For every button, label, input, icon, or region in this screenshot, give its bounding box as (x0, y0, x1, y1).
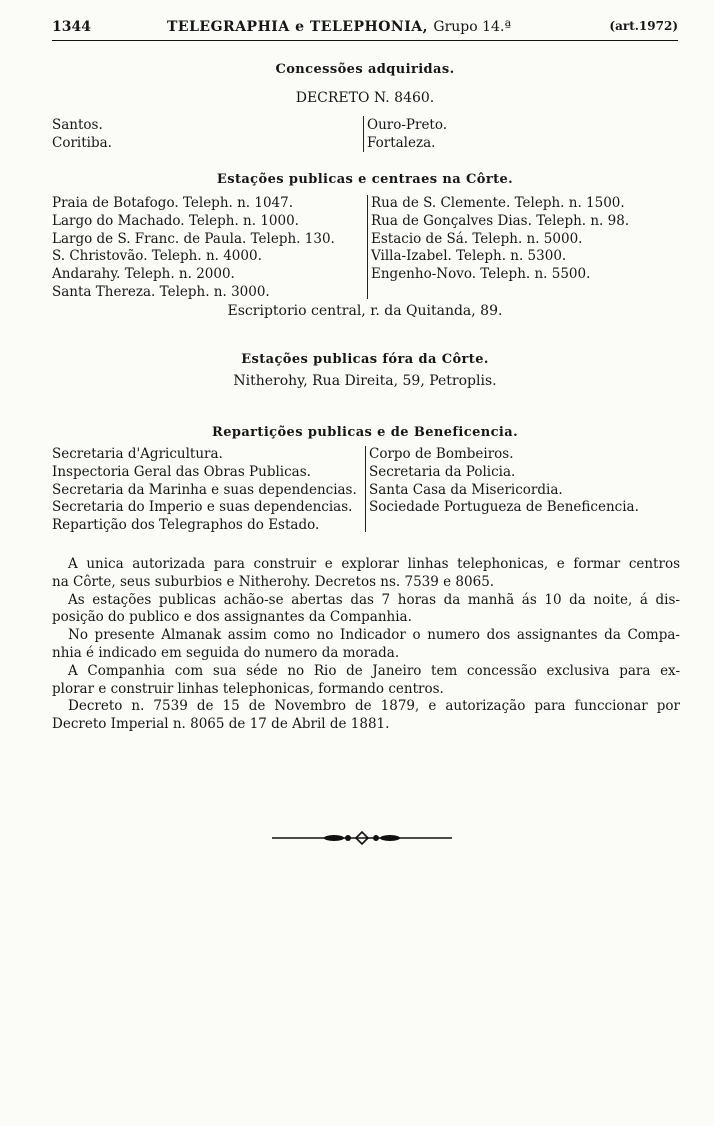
group-label: Grupo 14.ª (433, 19, 512, 35)
list-item: Santa Thereza. Teleph. n. 3000. (52, 283, 270, 300)
column-divider (363, 116, 364, 152)
header-rule (52, 40, 678, 41)
note-line: Decreto n. 7539 de 15 de Novembro de 1879, e autorização para funccionar por (68, 698, 680, 715)
concessions-left-column (52, 117, 112, 153)
list-item: Repartição dos Telegraphos do Estado. (52, 517, 320, 534)
note-line: A Companhia com sua séde no Rio de Janeiro tem concessão exclusiva para ex- (68, 662, 680, 679)
concessions-heading: Concessões adquiridas. (275, 62, 455, 77)
running-title (167, 19, 511, 35)
note-line: na Côrte, seus suburbios e Nitherohy. Decretos ns. 7539 e 8065. (52, 573, 495, 590)
list-item: Andarahy. Teleph. n. 2000. (52, 266, 235, 283)
list-item: Rua de S. Clemente. Teleph. n. 1500. (371, 195, 625, 211)
list-item: Secretaria da Marinha e suas dependencias. (52, 481, 357, 498)
note-line: No presente Almanak assim como no Indicador o numero dos assignantes da Compa- (68, 627, 680, 644)
note-line: plorar e construir linhas telephonicas, formando centros. (52, 680, 444, 697)
list-item: Praia de Botafogo. Teleph. n. 1047. (52, 195, 294, 211)
list-item: Largo de S. Franc. de Paula. Teleph. 130. (52, 230, 335, 247)
notes-block (52, 556, 680, 734)
note-line: A unica autorizada para construir e explorar linhas telephonicas, e formar centros (68, 556, 680, 572)
list-item: Largo do Machado. Teleph. n. 1000. (52, 212, 299, 229)
list-item: Secretaria d'Agricultura. (52, 446, 223, 462)
list-item: Fortaleza. (367, 134, 436, 151)
section-name: TELEGRAPHIA e TELEPHONIA, (167, 19, 429, 35)
list-item: Corpo de Bombeiros. (369, 446, 514, 462)
offices-heading: Repartições publicas e de Beneficencia. (211, 425, 518, 440)
ornament-divider (272, 828, 452, 848)
list-item: Santos. (52, 117, 103, 133)
note-line: As estações publicas achão-se abertas das 7 horas da manhã ás 10 da noite, á dis- (68, 591, 680, 608)
list-item: Sociedade Portugueza de Beneficencia. (369, 499, 639, 516)
stations-corte-left-column (52, 195, 335, 302)
list-item: Engenho-Novo. Teleph. n. 5500. (371, 266, 591, 283)
stations-outside-heading: Estações publicas fóra da Côrte. (241, 352, 489, 367)
list-item: Inspectoria Geral das Obras Publicas. (52, 463, 311, 480)
page-number: 1344 (52, 19, 91, 35)
note-line: posição do publico e dos assignantes da Companhia. (52, 609, 412, 626)
offices-right-column (369, 446, 639, 517)
central-office-line: Escriptorio central, r. da Quitanda, 89. (227, 303, 503, 319)
stations-outside-line: Nitherohy, Rua Direita, 59, Petroplis. (233, 373, 497, 389)
list-item: Coritiba. (52, 134, 112, 151)
list-item: Secretaria da Policia. (369, 463, 516, 480)
list-item: Ouro-Preto. (367, 117, 448, 133)
note-line: Decreto Imperial n. 8065 de 17 de Abril de 1881. (52, 716, 390, 733)
list-item: Estacio de Sá. Teleph. n. 5000. (371, 230, 583, 247)
concessions-right-column (367, 117, 447, 153)
list-item: S. Christovão. Teleph. n. 4000. (52, 248, 262, 265)
column-divider (365, 446, 366, 532)
list-item: Rua de Gonçalves Dias. Teleph. n. 98. (371, 212, 630, 229)
stations-corte-right-column (371, 195, 629, 284)
column-divider (367, 195, 368, 299)
offices-left-column (52, 446, 357, 535)
decree-line: DECRETO N. 8460. (295, 90, 435, 106)
list-item: Santa Casa da Misericordia. (369, 481, 563, 498)
list-item: Villa-Izabel. Teleph. n. 5300. (371, 248, 567, 265)
stations-corte-heading: Estações publicas e centraes na Côrte. (216, 172, 514, 187)
note-line: nhia é indicado em seguida do numero da morada. (52, 644, 400, 661)
article-reference: (art.1972) (609, 19, 678, 33)
list-item: Secretaria do Imperio e suas dependencias. (52, 499, 353, 516)
